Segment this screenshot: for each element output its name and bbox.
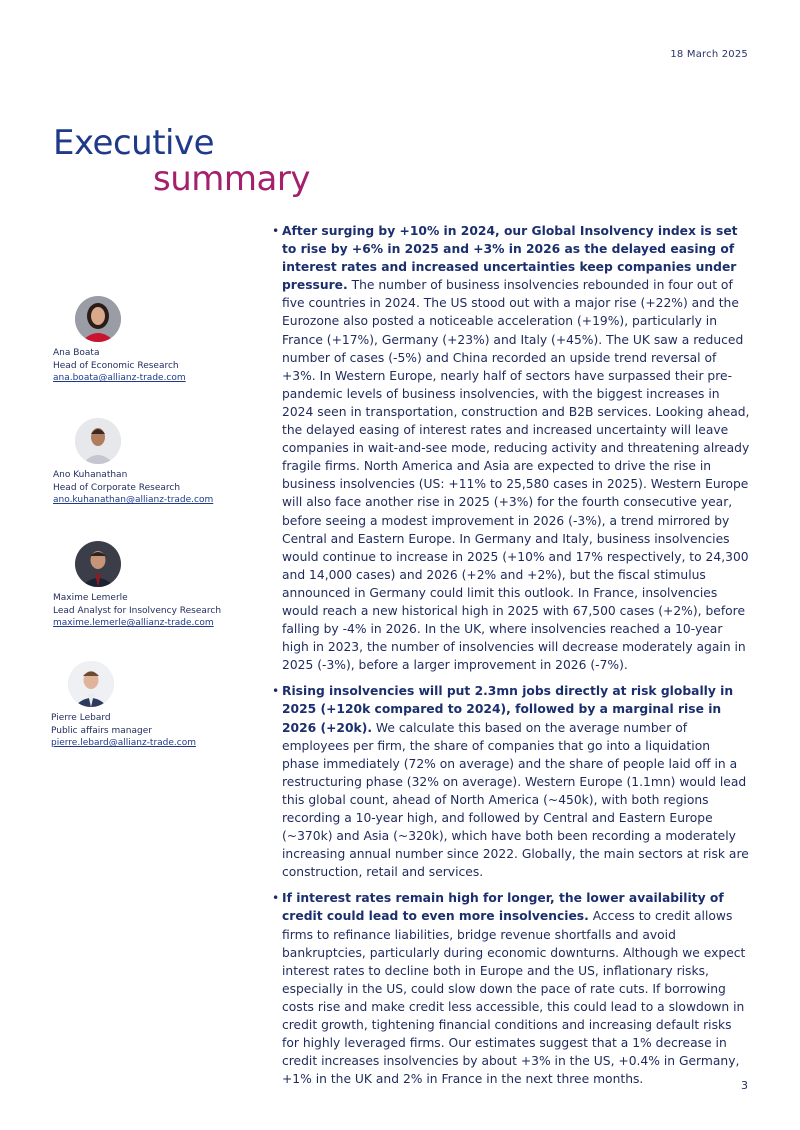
author-card <box>53 347 253 385</box>
author-card <box>53 469 253 507</box>
author-role: Head of Corporate Research <box>53 482 181 493</box>
bullet-text: The number of business insolvencies rebounded in four out of five countries in 2024. The US stood out with a major rise (+22%) and the Eurozone also posted a noticeable acceleration (+19%), particularly in France (+17%), Germany (+23%) and Italy (+45%). The UK saw a reduced number of cases (-5%) and China recorded an upside trend reversal of +3%. In Western Europe, nearly half of sectors have surpassed their pre-pandemic levels of business insolvencies, with the biggest increases in 2024 seen in transportation, construction and B2B services. Looking ahead, the delayed easing of interest rates and increased uncertainty will leave companies in wait-and-see mode, reducing activity and threatening already fragile firms. North America and Asia are expected to drive the rise in business insolvencies (US: +11% to 25,580 cases in 2025). Western Europe will also face another rise in 2025 (+3%) for the fourth consecutive year, before seeing a modest improvement in 2026 (-3%), a trend mirrored by Central and Eastern Europe. In Germany and Italy, business insolvencies would continue to increase in 2025 (+10% and 17% respectively, to 24,300 and 14,000 cases) and 2026 (+2% and +2%), but the fiscal stimulus announced in Germany could limit this outlook. In France, insolvencies would reach a new historical high in 2025 with 67,500 cases (+2%), before falling by -4% in 2026. In the UK, where insolvencies reached a 10-year high in 2023, the number of insolvencies will decrease moderately again in 2025 (-3%), before a larger improvement in 2026 (-7%). <box>282 278 750 673</box>
avatar <box>75 541 121 587</box>
page-number: 3 <box>741 1079 748 1092</box>
avatar <box>75 418 121 464</box>
summary-bullet <box>272 682 750 881</box>
bullet-text: We calculate this based on the average number of employees per firm, the share of companies that go into a liquidation phase immediately (72% on average) and the share of people laid off in a restructuring phase (32% on average). Western Europe (1.1mn) would lead this global count, ahead of North America (~450k), with both regions recording a 10-year high, and followed by Central and Eastern Europe (~370k) and Asia (~320k), which have both been recording a moderately increasing annual number since 2022. Globally, the main sectors at risk are construction, retail and services. <box>282 720 749 880</box>
author-card <box>51 712 251 750</box>
author-role: Lead Analyst for Insolvency Research <box>53 605 222 616</box>
bullet-lead: Rising insolvencies will put 2.3mn jobs directly at risk globally in 2025 (+120k compared to 2024), followed by a marginal rise in 2026 (+20k). <box>282 684 734 735</box>
page-title-line1: Executive <box>53 123 215 163</box>
author-role: Public affairs manager <box>51 725 152 736</box>
author-card <box>53 592 253 630</box>
avatar <box>68 661 114 707</box>
author-email-link[interactable]: ano.kuhanathan@allianz-trade.com <box>53 495 214 506</box>
author-email-link[interactable]: pierre.lebard@allianz-trade.com <box>51 738 196 749</box>
executive-summary-body <box>272 222 750 1096</box>
report-date: 18 March 2025 <box>670 49 748 60</box>
author-role: Head of Economic Research <box>53 360 179 371</box>
bullet-lead: If interest rates remain high for longer, the lower availability of credit could lead to even more insolvencies. <box>282 891 724 924</box>
author-name: Pierre Lebard <box>51 713 111 723</box>
author-email-link[interactable]: ana.boata@allianz-trade.com <box>53 373 186 384</box>
page-title-line2: summary <box>153 159 310 199</box>
summary-bullet <box>272 222 750 674</box>
author-name: Maxime Lemerle <box>53 593 128 603</box>
avatar <box>75 296 121 342</box>
author-name: Ana Boata <box>53 348 100 358</box>
author-name: Ano Kuhanathan <box>53 470 128 480</box>
summary-bullet <box>272 889 750 1088</box>
bullet-lead: After surging by +10% in 2024, our Global Insolvency index is set to rise by +6% in 2025 and +3% in 2026 as the delayed easing of interest rates and increased uncertainties keep companies under pressure. <box>282 224 738 293</box>
bullet-text: Access to credit allows firms to refinance liabilities, bridge revenue shortfalls and avoid bankruptcies, particularly during economic downturns. Although we expect interest rates to decline both in Europe and the US, inflationary risks, especially in the US, could slow down the pace of rate cuts. If borrowing costs rise and make credit less accessible, this could lead to a slowdown in credit growth, tightening financial conditions and increasing default risks for highly leveraged firms. Our estimates suggest that a 1% decrease in credit increases insolvencies by about +3% in the US, +0.4% in Germany, +1% in the UK and 2% in France in the next three months. <box>282 909 746 1087</box>
author-email-link[interactable]: maxime.lemerle@allianz-trade.com <box>53 618 214 629</box>
